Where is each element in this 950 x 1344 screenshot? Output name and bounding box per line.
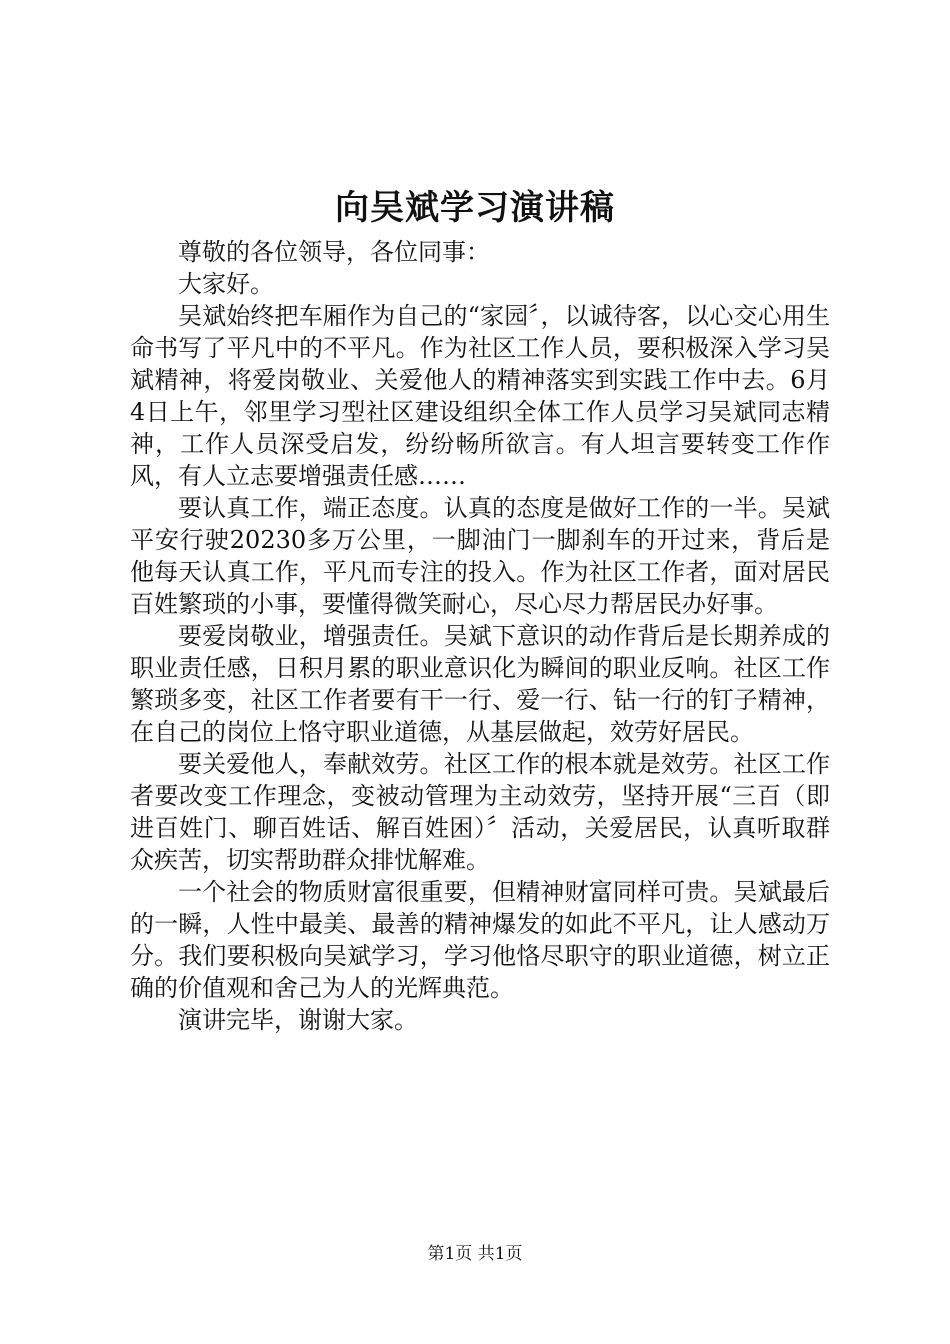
closing-paragraph: 演讲完毕，谢谢大家。 — [178, 1006, 418, 1034]
salutation-paragraph: 尊敬的各位领导，各位同事： — [178, 238, 490, 266]
greeting-paragraph: 大家好。 — [178, 270, 274, 298]
body-paragraph: 吴斌始终把车厢作为自己的“家园〞，以诚待客，以心交心用生命书写了平凡中的不平凡。作为社区工作人员，要积极深入学习吴斌精神，将爱岗敬业、关爱他人的精神落实到实践工作中去。6月4日上午，邻里学习型社区建设组织全体工作人员学习吴斌同志精神，工作人员深受启发，纷纷畅所欲言。有人坦言要转变工作作风，有人立志要增强责任感…… — [130, 302, 830, 490]
body-paragraph: 要关爱他人，奉献效劳。社区工作的根本就是效劳。社区工作者要改变工作理念，变被动管理为主动效劳，坚持开展“三百（即进百姓门、聊百姓话、解百姓困）〞活动，关爱居民，认真听取群众疾苦，切实帮助群众排忧解难。 — [130, 750, 830, 874]
document-title: 向吴斌学习演讲稿 — [335, 188, 615, 228]
body-paragraph: 一个社会的物质财富很重要，但精神财富同样可贵。吴斌最后的一瞬，人性中最美、最善的精神爆发的如此不平凡，让人感动万分。我们要积极向吴斌学习，学习他恪尽职守的职业道德，树立正确的价值观和舍己为人的光辉典范。 — [130, 878, 830, 1002]
document-body — [130, 236, 830, 1036]
page-number-footer: 第1页 共1页 — [427, 1244, 523, 1264]
body-paragraph: 要认真工作，端正态度。认真的态度是做好工作的一半。吴斌平安行驶20230多万公里，一脚油门一脚刹车的开过来，背后是他每天认真工作，平凡而专注的投入。作为社区工作者，面对居民百姓繁琐的小事，要懂得微笑耐心，尽心尽力帮居民办好事。 — [130, 494, 830, 618]
body-paragraph: 要爱岗敬业，增强责任。吴斌下意识的动作背后是长期养成的职业责任感，日积月累的职业意识化为瞬间的职业反响。社区工作繁琐多变，社区工作者要有干一行、爱一行、钻一行的钉子精神，在自己的岗位上恪守职业道德，从基层做起，效劳好居民。 — [130, 622, 830, 746]
